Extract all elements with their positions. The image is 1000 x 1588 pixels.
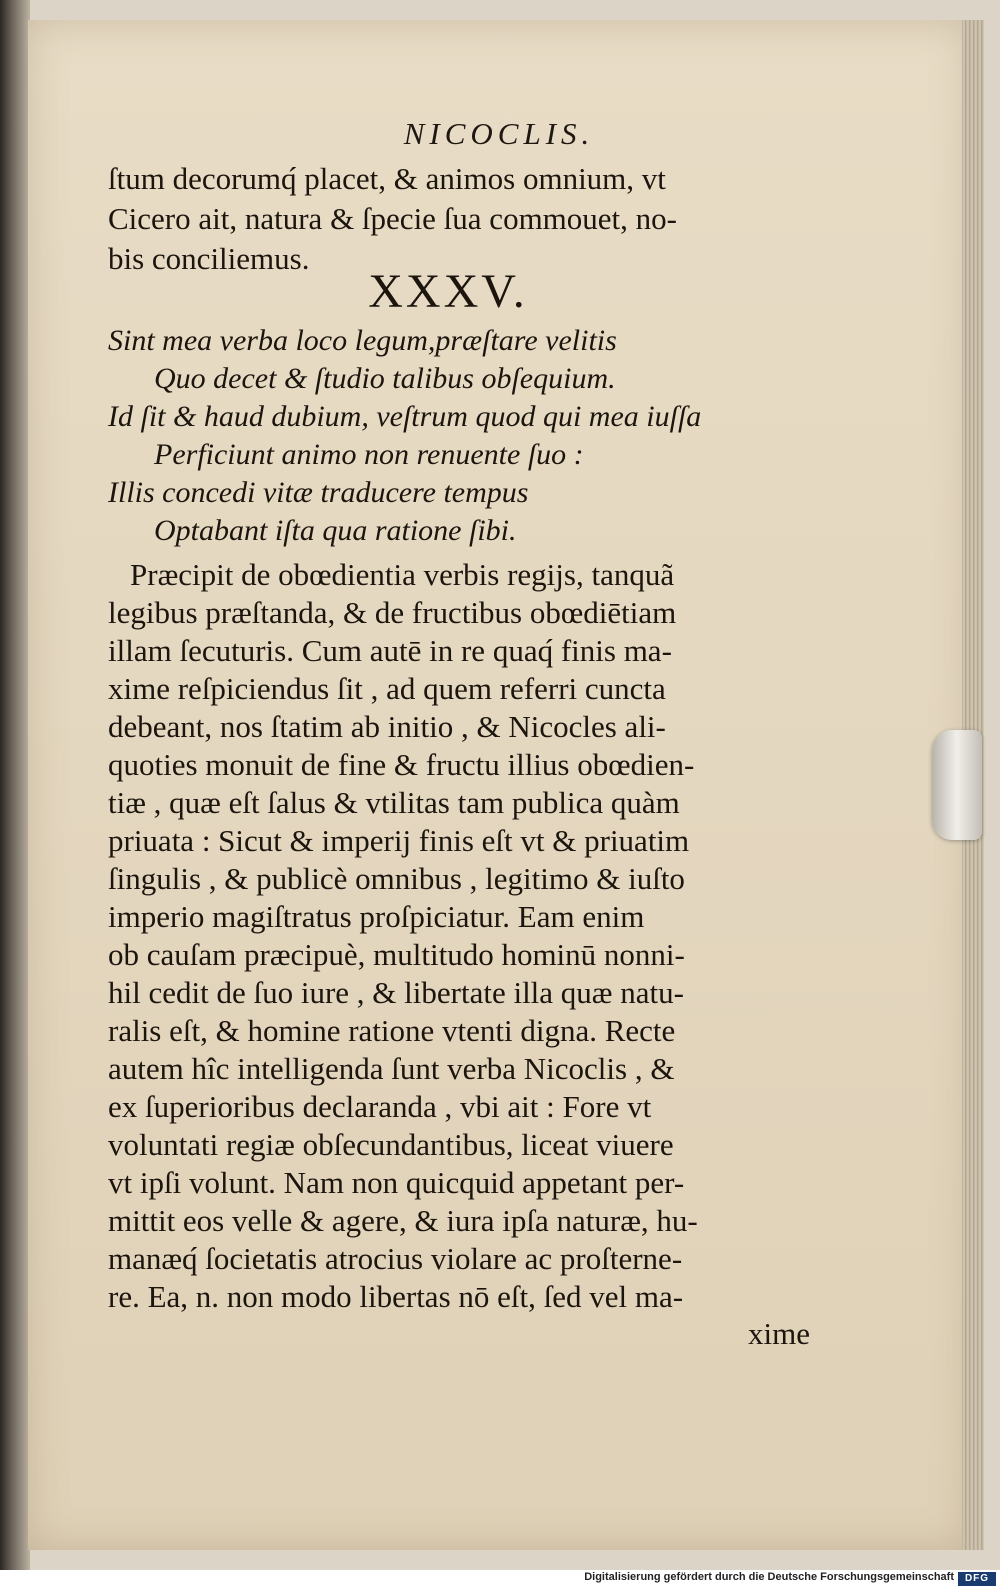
text-line: ralis eſt, & homine ratione vtenti digna. Recte [108, 1013, 676, 1048]
text-line: Præcipit de obœdientia verbis regijs, tanquã [130, 557, 675, 592]
text-line: re. Ea, n. non modo libertas nō eſt, ſed vel ma- [108, 1279, 684, 1314]
text-line: autem hîc intelligenda ſunt verba Nicoclis , & [108, 1051, 675, 1086]
text-line: hil cedit de ſuo iure , & libertate illa quæ natu- [108, 975, 684, 1010]
running-head: NICOCLIS. [403, 116, 595, 151]
verse-line: Illis concedi vitæ traducere tempus [108, 476, 529, 509]
verse-line: Id ſit & haud dubium, veſtrum quod qui mea iuſſa [108, 400, 702, 433]
text-line: priuata : Sicut & imperij finis eſt vt & priuatim [108, 823, 690, 858]
verse-line: Sint mea verba loco legum,præſtare velitis [108, 324, 617, 357]
footer-credit: Digitalisierung gefördert durch die Deutsche Forschungsgemeinschaft [584, 1571, 954, 1583]
text-line: ſtum decorumq́ placet, & animos omnium, vt [108, 161, 666, 196]
dfg-logo: DFG [958, 1572, 996, 1586]
text-line: imperio magiſtratus proſpiciatur. Eam enim [108, 899, 645, 934]
text-line: ſingulis , & publicè omnibus , legitimo & iuſto [108, 861, 685, 896]
text-line: ob cauſam præcipuè, multitudo hominū nonni- [108, 937, 685, 972]
text-line: bis conciliemus. [108, 241, 310, 276]
text-line: vt ipſi volunt. Nam non quicquid appetant per- [108, 1165, 685, 1200]
verse-line: Perficiunt animo non renuente ſuo : [154, 438, 584, 471]
text-line: voluntati regiæ obſecundantibus, liceat viuere [108, 1127, 674, 1162]
book-gutter-edge [0, 0, 30, 1570]
text-line: tiæ , quæ eſt ſalus & vtilitas tam publica quàm [108, 785, 680, 820]
book-page [28, 20, 970, 1550]
text-line: debeant, nos ſtatim ab initio , & Nicocles ali- [108, 709, 666, 744]
catchword: xime [748, 1316, 810, 1351]
section-number: XXXV. [368, 265, 528, 318]
text-line: Cicero ait, natura & ſpecie ſua commouet, no- [108, 201, 677, 236]
verse-line: Optabant iſta qua ratione ſibi. [154, 514, 517, 547]
text-line: ex ſuperioribus declaranda , vbi ait : Fore vt [108, 1089, 652, 1124]
text-line: xime reſpiciendus ſit , ad quem referri cuncta [108, 671, 666, 706]
text-line: manæq́ ſocietatis atrocius violare ac proſterne- [108, 1241, 683, 1276]
text-line: mittit eos velle & agere, & iura ipſa naturæ, hu- [108, 1203, 698, 1238]
footer-bar [0, 1570, 1000, 1588]
text-line: legibus præſtanda, & de fructibus obœdiētiam [108, 595, 677, 630]
page-clip [932, 730, 982, 840]
text-line: illam ſecuturis. Cum autē in re quaq́ finis ma- [108, 633, 672, 668]
text-line: quoties monuit de fine & fructu illius obœdien- [108, 747, 695, 782]
verse-line: Quo decet & ſtudio talibus obſequium. [154, 362, 616, 395]
